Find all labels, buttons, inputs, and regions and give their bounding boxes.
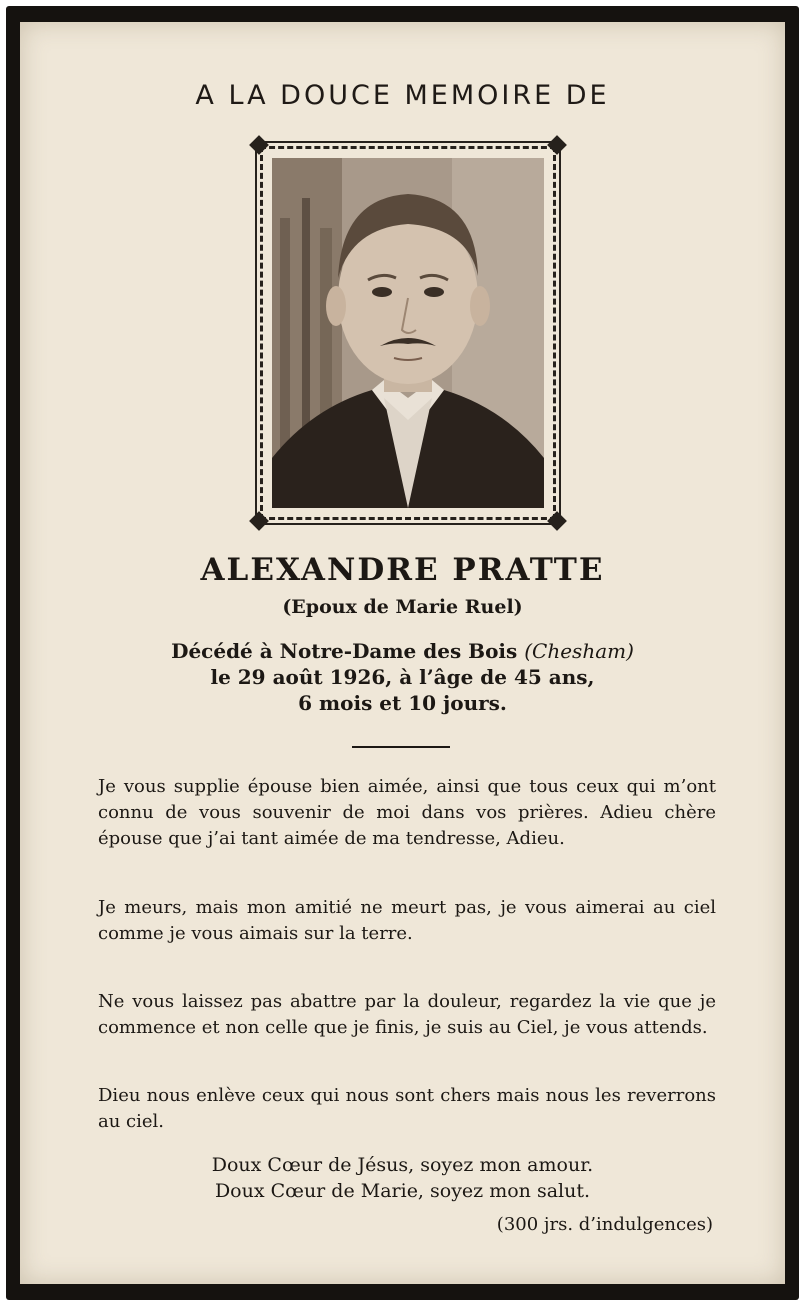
invocation-marie: Doux Cœur de Marie, soyez mon salut.	[214, 1180, 591, 1202]
portrait-frame	[260, 146, 556, 520]
death-place-text: Décédé à Notre-Dame des Bois	[171, 639, 518, 663]
deceased-name: ALEXANDRE PRATTE	[200, 552, 605, 588]
death-details	[20, 638, 785, 716]
death-place-parenthetical: (Chesham)	[524, 639, 634, 663]
prayer-paragraph: Dieu nous enlève ceux qui nous sont chers mais nous les reverrons au ciel.	[98, 1085, 716, 1132]
death-age-line: 6 mois et 10 jours.	[298, 691, 507, 715]
spouse-line: (Epoux de Marie Ruel)	[282, 596, 523, 618]
frame-corner-ornament	[547, 135, 567, 155]
prayer-paragraph: Ne vous laissez pas abattre par la douleur, regardez la vie que je commence et non celle que je finis, je suis au Ciel, je vous attends.	[98, 991, 716, 1038]
frame-corner-ornament	[249, 511, 269, 531]
memorial-card	[6, 6, 799, 1300]
card-heading: A LA DOUCE MEMOIRE DE	[195, 80, 610, 111]
prayer-paragraph: Je vous supplie épouse bien aimée, ainsi que tous ceux qui m’ont connu de vous souvenir de moi dans vos prières. Adieu chère épouse que j’ai tant aimée de ma tendresse, Adieu.	[98, 776, 716, 849]
closing-invocations	[20, 1152, 785, 1204]
frame-corner-ornament	[249, 135, 269, 155]
portrait-photo	[272, 158, 544, 508]
death-date-line: le 29 août 1926, à l’âge de 45 ans,	[210, 665, 595, 689]
death-place-line	[20, 638, 785, 664]
card-paper	[20, 22, 785, 1284]
indulgence-note: (300 jrs. d’indulgences)	[496, 1214, 713, 1235]
frame-corner-ornament	[547, 511, 567, 531]
invocation-jesus: Doux Cœur de Jésus, soyez mon amour.	[211, 1154, 594, 1176]
prayer-paragraph: Je meurs, mais mon amitié ne meurt pas, je vous aimerai au ciel comme je vous aimais sur la terre.	[98, 897, 716, 944]
divider-rule	[352, 746, 450, 748]
